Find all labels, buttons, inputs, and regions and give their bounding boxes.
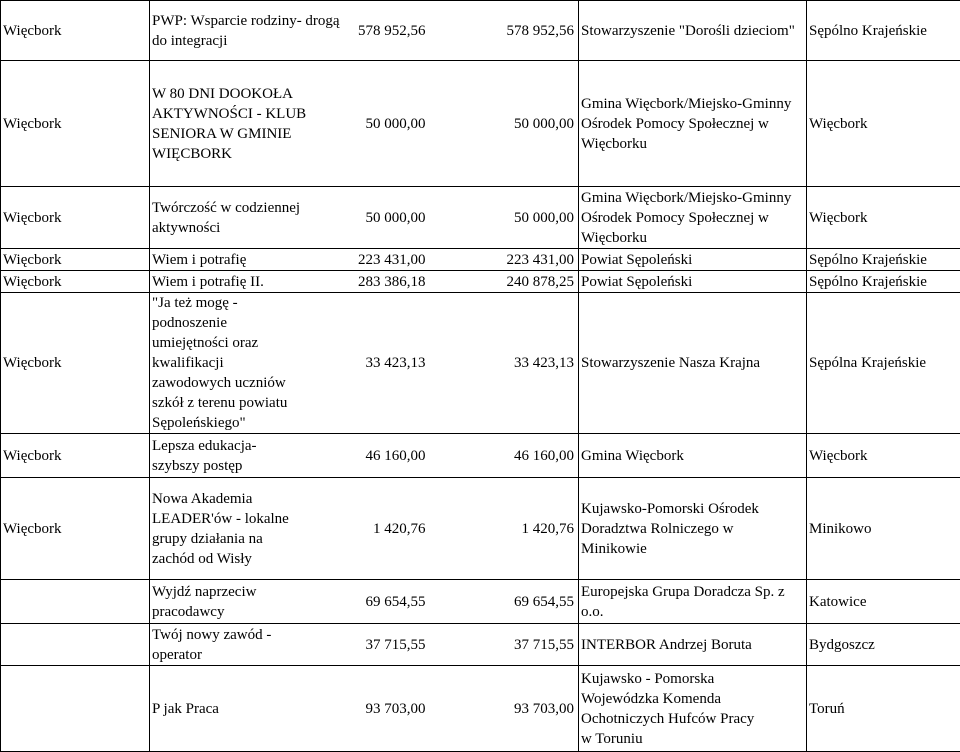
place-cell: Toruń [807, 666, 960, 752]
organization-cell: INTERBOR Andrzej Boruta [579, 624, 807, 666]
table-row [1, 61, 960, 187]
title-cell: Wyjdź naprzeciw pracodawcy [150, 580, 350, 624]
organization-cell: Europejska Grupa Doradcza Sp. z o.o. [579, 580, 807, 624]
city-cell: Więcbork [1, 271, 150, 293]
place-cell: Więcbork [807, 187, 960, 249]
organization-cell: Stowarzyszenie Nasza Krajna [579, 293, 807, 434]
amount-cofinance-cell: 240 878,25 [430, 271, 579, 293]
organization-cell: Kujawsko-Pomorski Ośrodek Doradztwa Rolniczego w Minikowie [579, 478, 807, 580]
title-cell: Lepsza edukacja- szybszy postęp [150, 434, 350, 478]
amount-cofinance-cell: 33 423,13 [430, 293, 579, 434]
organization-cell: Gmina Więcbork/Miejsko-Gminny Ośrodek Pomocy Społecznej w Więcborku [579, 61, 807, 187]
title-cell: "Ja też mogę - podnoszenie umiejętności oraz kwalifikacji zawodowych uczniów szkół z terenu powiatu Sępoleńskiego" [150, 293, 350, 434]
table-row [1, 293, 960, 434]
amount-cofinance-cell: 223 431,00 [430, 249, 579, 271]
amount-total-cell: 50 000,00 [350, 61, 430, 187]
title-cell: PWP: Wsparcie rodziny- drogą do integracji [150, 1, 350, 61]
amount-cofinance-cell: 37 715,55 [430, 624, 579, 666]
title-cell: Twój nowy zawód - operator [150, 624, 350, 666]
amount-total-cell: 69 654,55 [350, 580, 430, 624]
place-cell: Minikowo [807, 478, 960, 580]
title-cell: Wiem i potrafię [150, 249, 350, 271]
place-cell: Sępólno Krajeńskie [807, 271, 960, 293]
table-row [1, 478, 960, 580]
amount-total-cell: 223 431,00 [350, 249, 430, 271]
table-row [1, 187, 960, 249]
title-cell: P jak Praca [150, 666, 350, 752]
place-cell: Sępólno Krajeńskie [807, 249, 960, 271]
amount-cofinance-cell: 69 654,55 [430, 580, 579, 624]
amount-total-cell: 37 715,55 [350, 624, 430, 666]
title-cell: Nowa Akademia LEADER'ów - lokalne grupy działania na zachód od Wisły [150, 478, 350, 580]
city-cell [1, 666, 150, 752]
place-cell: Katowice [807, 580, 960, 624]
amount-cofinance-cell: 93 703,00 [430, 666, 579, 752]
table-row [1, 580, 960, 624]
place-cell: Sępólna Krajeńskie [807, 293, 960, 434]
city-cell: Więcbork [1, 1, 150, 61]
city-cell [1, 624, 150, 666]
city-cell: Więcbork [1, 478, 150, 580]
city-cell: Więcbork [1, 61, 150, 187]
amount-total-cell: 33 423,13 [350, 293, 430, 434]
amount-total-cell: 578 952,56 [350, 1, 430, 61]
city-cell: Więcbork [1, 293, 150, 434]
place-cell: Sępólno Krajeńskie [807, 1, 960, 61]
city-cell: Więcbork [1, 434, 150, 478]
city-cell [1, 580, 150, 624]
amount-total-cell: 50 000,00 [350, 187, 430, 249]
organization-cell: Powiat Sępoleński [579, 271, 807, 293]
amount-total-cell: 93 703,00 [350, 666, 430, 752]
table-row [1, 1, 960, 61]
amount-total-cell: 283 386,18 [350, 271, 430, 293]
table-row [1, 271, 960, 293]
table-row [1, 666, 960, 752]
table-row [1, 249, 960, 271]
title-cell: Wiem i potrafię II. [150, 271, 350, 293]
organization-cell: Stowarzyszenie "Dorośli dzieciom" [579, 1, 807, 61]
organization-cell: Gmina Więcbork [579, 434, 807, 478]
title-cell: W 80 DNI DOOKOŁA AKTYWNOŚCI - KLUB SENIORA W GMINIE WIĘCBORK [150, 61, 350, 187]
city-cell: Więcbork [1, 249, 150, 271]
table-row [1, 624, 960, 666]
city-cell: Więcbork [1, 187, 150, 249]
amount-total-cell: 1 420,76 [350, 478, 430, 580]
place-cell: Więcbork [807, 434, 960, 478]
organization-cell: Gmina Więcbork/Miejsko-Gminny Ośrodek Pomocy Społecznej w Więcborku [579, 187, 807, 249]
amount-cofinance-cell: 50 000,00 [430, 187, 579, 249]
amount-cofinance-cell: 46 160,00 [430, 434, 579, 478]
amount-cofinance-cell: 578 952,56 [430, 1, 579, 61]
organization-cell: Kujawsko - Pomorska Wojewódzka Komenda Ochotniczych Hufców Pracy w Toruniu [579, 666, 807, 752]
amount-cofinance-cell: 1 420,76 [430, 478, 579, 580]
place-cell: Więcbork [807, 61, 960, 187]
amount-cofinance-cell: 50 000,00 [430, 61, 579, 187]
place-cell: Bydgoszcz [807, 624, 960, 666]
amount-total-cell: 46 160,00 [350, 434, 430, 478]
table-row [1, 434, 960, 478]
organization-cell: Powiat Sępoleński [579, 249, 807, 271]
title-cell: Twórczość w codziennej aktywności [150, 187, 350, 249]
